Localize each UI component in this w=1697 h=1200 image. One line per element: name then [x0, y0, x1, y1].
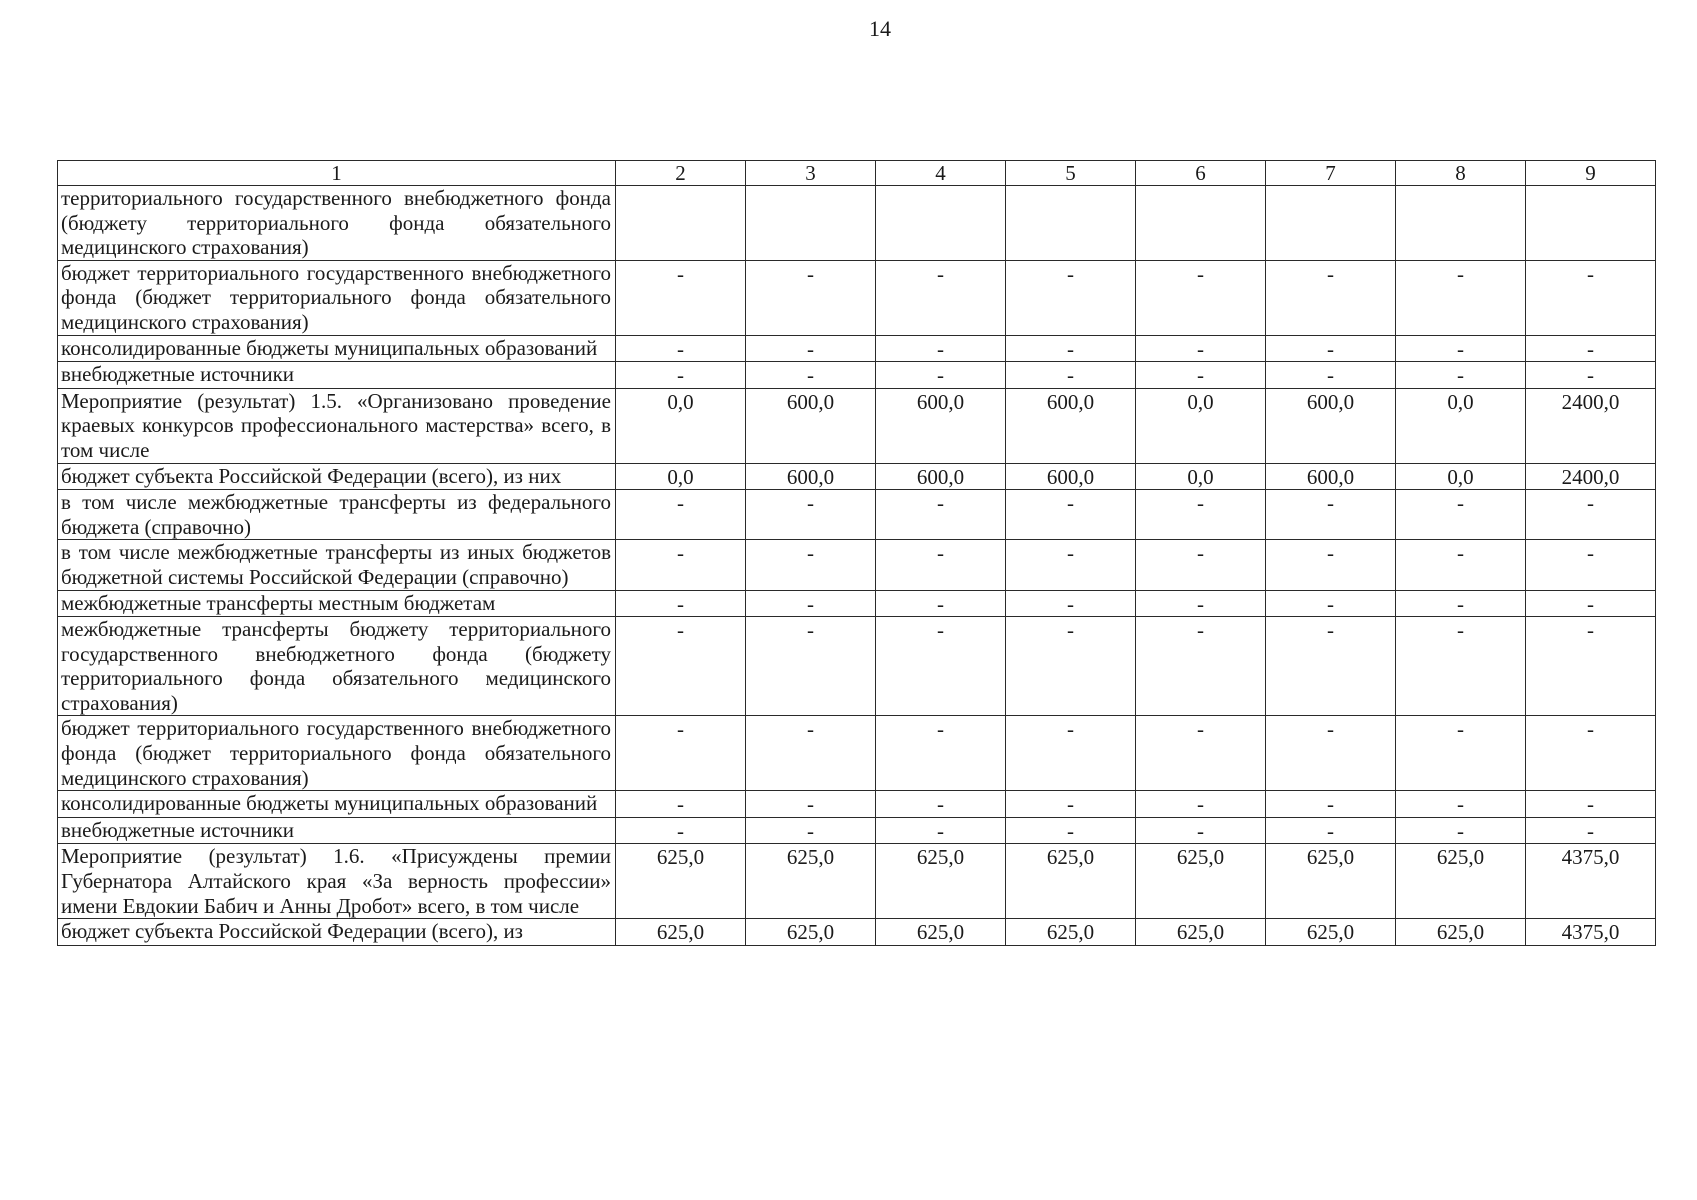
table-row — [58, 463, 1656, 490]
value-cell: - — [1526, 260, 1656, 335]
value-cell: - — [1006, 260, 1136, 335]
value-cell: - — [1396, 617, 1526, 716]
value-cell: 0,0 — [616, 463, 746, 490]
table-row — [58, 590, 1656, 617]
value-cell: - — [1136, 335, 1266, 362]
row-label: внебюджетные источники — [58, 817, 616, 844]
value-cell: - — [1136, 490, 1266, 540]
value-cell: 2400,0 — [1526, 388, 1656, 463]
column-header: 8 — [1396, 161, 1526, 186]
value-cell — [1396, 186, 1526, 261]
row-label: территориального государственного внебюджетного фонда (бюджету территориального фонда обязательного медицинского страхования) — [58, 186, 616, 261]
value-cell: 0,0 — [1136, 388, 1266, 463]
value-cell: - — [876, 716, 1006, 791]
value-cell: - — [876, 817, 1006, 844]
column-header: 7 — [1266, 161, 1396, 186]
value-cell: - — [876, 540, 1006, 590]
value-cell: - — [1396, 791, 1526, 818]
value-cell: - — [1396, 716, 1526, 791]
row-label: консолидированные бюджеты муниципальных образований — [58, 335, 616, 362]
value-cell: - — [1006, 540, 1136, 590]
value-cell: 600,0 — [876, 463, 1006, 490]
row-label: в том числе межбюджетные трансферты из иных бюджетов бюджетной системы Российской Федерации (справочно) — [58, 540, 616, 590]
value-cell: - — [1526, 590, 1656, 617]
value-cell — [876, 186, 1006, 261]
value-cell: - — [616, 260, 746, 335]
value-cell: 625,0 — [1396, 844, 1526, 919]
value-cell: 600,0 — [1006, 463, 1136, 490]
value-cell: - — [1526, 490, 1656, 540]
value-cell: - — [876, 362, 1006, 389]
value-cell — [746, 186, 876, 261]
value-cell: - — [1266, 590, 1396, 617]
value-cell: - — [876, 260, 1006, 335]
row-label: Мероприятие (результат) 1.5. «Организовано проведение краевых конкурсов профессионального мастерства» всего, в том числе — [58, 388, 616, 463]
value-cell: 625,0 — [616, 844, 746, 919]
table-row — [58, 844, 1656, 919]
value-cell: - — [746, 590, 876, 617]
value-cell: - — [1006, 335, 1136, 362]
value-cell: 625,0 — [876, 919, 1006, 946]
value-cell: - — [1136, 791, 1266, 818]
column-header: 6 — [1136, 161, 1266, 186]
column-header: 5 — [1006, 161, 1136, 186]
value-cell: - — [1136, 362, 1266, 389]
column-header: 2 — [616, 161, 746, 186]
value-cell: - — [1136, 716, 1266, 791]
value-cell: - — [1266, 490, 1396, 540]
row-label: межбюджетные трансферты местным бюджетам — [58, 590, 616, 617]
value-cell — [1266, 186, 1396, 261]
value-cell: - — [1006, 716, 1136, 791]
table-row — [58, 540, 1656, 590]
value-cell: - — [1266, 817, 1396, 844]
table-row — [58, 490, 1656, 540]
value-cell: 4375,0 — [1526, 919, 1656, 946]
row-label: консолидированные бюджеты муниципальных образований — [58, 791, 616, 818]
value-cell: - — [616, 540, 746, 590]
value-cell: - — [616, 362, 746, 389]
value-cell: - — [1396, 362, 1526, 389]
value-cell: 625,0 — [1136, 919, 1266, 946]
value-cell: - — [1396, 335, 1526, 362]
value-cell: 625,0 — [1396, 919, 1526, 946]
value-cell: 625,0 — [616, 919, 746, 946]
value-cell: - — [1136, 590, 1266, 617]
value-cell: - — [876, 617, 1006, 716]
value-cell: 625,0 — [876, 844, 1006, 919]
table-row — [58, 617, 1656, 716]
value-cell: - — [1006, 590, 1136, 617]
value-cell — [616, 186, 746, 261]
value-cell: - — [1526, 335, 1656, 362]
table-row — [58, 716, 1656, 791]
value-cell: 600,0 — [746, 463, 876, 490]
value-cell: - — [876, 590, 1006, 617]
table-row — [58, 335, 1656, 362]
value-cell: 625,0 — [1006, 844, 1136, 919]
row-label: бюджет субъекта Российской Федерации (всего), из них — [58, 463, 616, 490]
value-cell: 2400,0 — [1526, 463, 1656, 490]
value-cell: - — [1396, 817, 1526, 844]
value-cell: - — [746, 362, 876, 389]
value-cell: - — [1526, 817, 1656, 844]
value-cell: - — [876, 335, 1006, 362]
value-cell: - — [746, 716, 876, 791]
value-cell: - — [1266, 791, 1396, 818]
value-cell: - — [1526, 362, 1656, 389]
row-label: бюджет территориального государственного внебюджетного фонда (бюджет территориального фонда обязательного медицинского страхования) — [58, 716, 616, 791]
table-row — [58, 186, 1656, 261]
value-cell: 0,0 — [1396, 388, 1526, 463]
value-cell — [1526, 186, 1656, 261]
value-cell: 625,0 — [746, 844, 876, 919]
page-number: 14 — [869, 16, 891, 41]
value-cell: 625,0 — [746, 919, 876, 946]
value-cell: - — [1396, 490, 1526, 540]
value-cell: - — [1136, 540, 1266, 590]
value-cell: - — [1396, 540, 1526, 590]
value-cell: - — [1266, 260, 1396, 335]
budget-table — [57, 160, 1656, 946]
value-cell: - — [616, 335, 746, 362]
value-cell: - — [746, 490, 876, 540]
value-cell: - — [1006, 617, 1136, 716]
value-cell: - — [1136, 617, 1266, 716]
value-cell: - — [1526, 791, 1656, 818]
value-cell: - — [1136, 817, 1266, 844]
value-cell: - — [1266, 617, 1396, 716]
table-row — [58, 362, 1656, 389]
value-cell: 0,0 — [616, 388, 746, 463]
value-cell: - — [616, 590, 746, 617]
value-cell: 600,0 — [1006, 388, 1136, 463]
value-cell: - — [1266, 716, 1396, 791]
value-cell: 600,0 — [746, 388, 876, 463]
value-cell — [1006, 186, 1136, 261]
value-cell: 625,0 — [1136, 844, 1266, 919]
value-cell: - — [616, 817, 746, 844]
value-cell: - — [1526, 617, 1656, 716]
value-cell: - — [1266, 335, 1396, 362]
value-cell: - — [616, 791, 746, 818]
column-header: 1 — [58, 161, 616, 186]
row-label: бюджет субъекта Российской Федерации (всего), из — [58, 919, 616, 946]
value-cell: - — [746, 617, 876, 716]
table-header-row — [58, 161, 1656, 186]
value-cell: - — [1006, 362, 1136, 389]
column-header: 9 — [1526, 161, 1656, 186]
value-cell: - — [746, 791, 876, 818]
value-cell: 625,0 — [1266, 844, 1396, 919]
value-cell — [1136, 186, 1266, 261]
row-label: Мероприятие (результат) 1.6. «Присуждены премии Губернатора Алтайского края «За верность профессии» имени Евдокии Бабич и Анны Дробот» всего, в том числе — [58, 844, 616, 919]
value-cell: - — [1006, 817, 1136, 844]
value-cell: 600,0 — [1266, 463, 1396, 490]
value-cell: - — [1526, 540, 1656, 590]
value-cell: - — [876, 490, 1006, 540]
table-row — [58, 919, 1656, 946]
value-cell: - — [876, 791, 1006, 818]
value-cell: 0,0 — [1396, 463, 1526, 490]
value-cell: - — [746, 260, 876, 335]
value-cell: - — [616, 617, 746, 716]
value-cell: - — [1006, 791, 1136, 818]
value-cell: 0,0 — [1136, 463, 1266, 490]
value-cell: - — [746, 540, 876, 590]
row-label: бюджет территориального государственного внебюджетного фонда (бюджет территориального фонда обязательного медицинского страхования) — [58, 260, 616, 335]
value-cell: 600,0 — [1266, 388, 1396, 463]
value-cell: - — [1526, 716, 1656, 791]
value-cell: 625,0 — [1006, 919, 1136, 946]
value-cell: - — [746, 817, 876, 844]
value-cell: 625,0 — [1266, 919, 1396, 946]
value-cell: - — [1396, 260, 1526, 335]
value-cell: - — [1136, 260, 1266, 335]
row-label: в том числе межбюджетные трансферты из федерального бюджета (справочно) — [58, 490, 616, 540]
value-cell: 600,0 — [876, 388, 1006, 463]
row-label: внебюджетные источники — [58, 362, 616, 389]
value-cell: 4375,0 — [1526, 844, 1656, 919]
value-cell: - — [616, 490, 746, 540]
value-cell: - — [1006, 490, 1136, 540]
table-row — [58, 817, 1656, 844]
value-cell: - — [1396, 590, 1526, 617]
table-row — [58, 388, 1656, 463]
value-cell: - — [746, 335, 876, 362]
table-row — [58, 260, 1656, 335]
table-row — [58, 791, 1656, 818]
column-header: 4 — [876, 161, 1006, 186]
table-body — [58, 186, 1656, 946]
row-label: межбюджетные трансферты бюджету территориального государственного внебюджетного фонда (бюджету территориального фонда обязательного медицинского страхования) — [58, 617, 616, 716]
value-cell: - — [1266, 540, 1396, 590]
value-cell: - — [1266, 362, 1396, 389]
column-header: 3 — [746, 161, 876, 186]
value-cell: - — [616, 716, 746, 791]
